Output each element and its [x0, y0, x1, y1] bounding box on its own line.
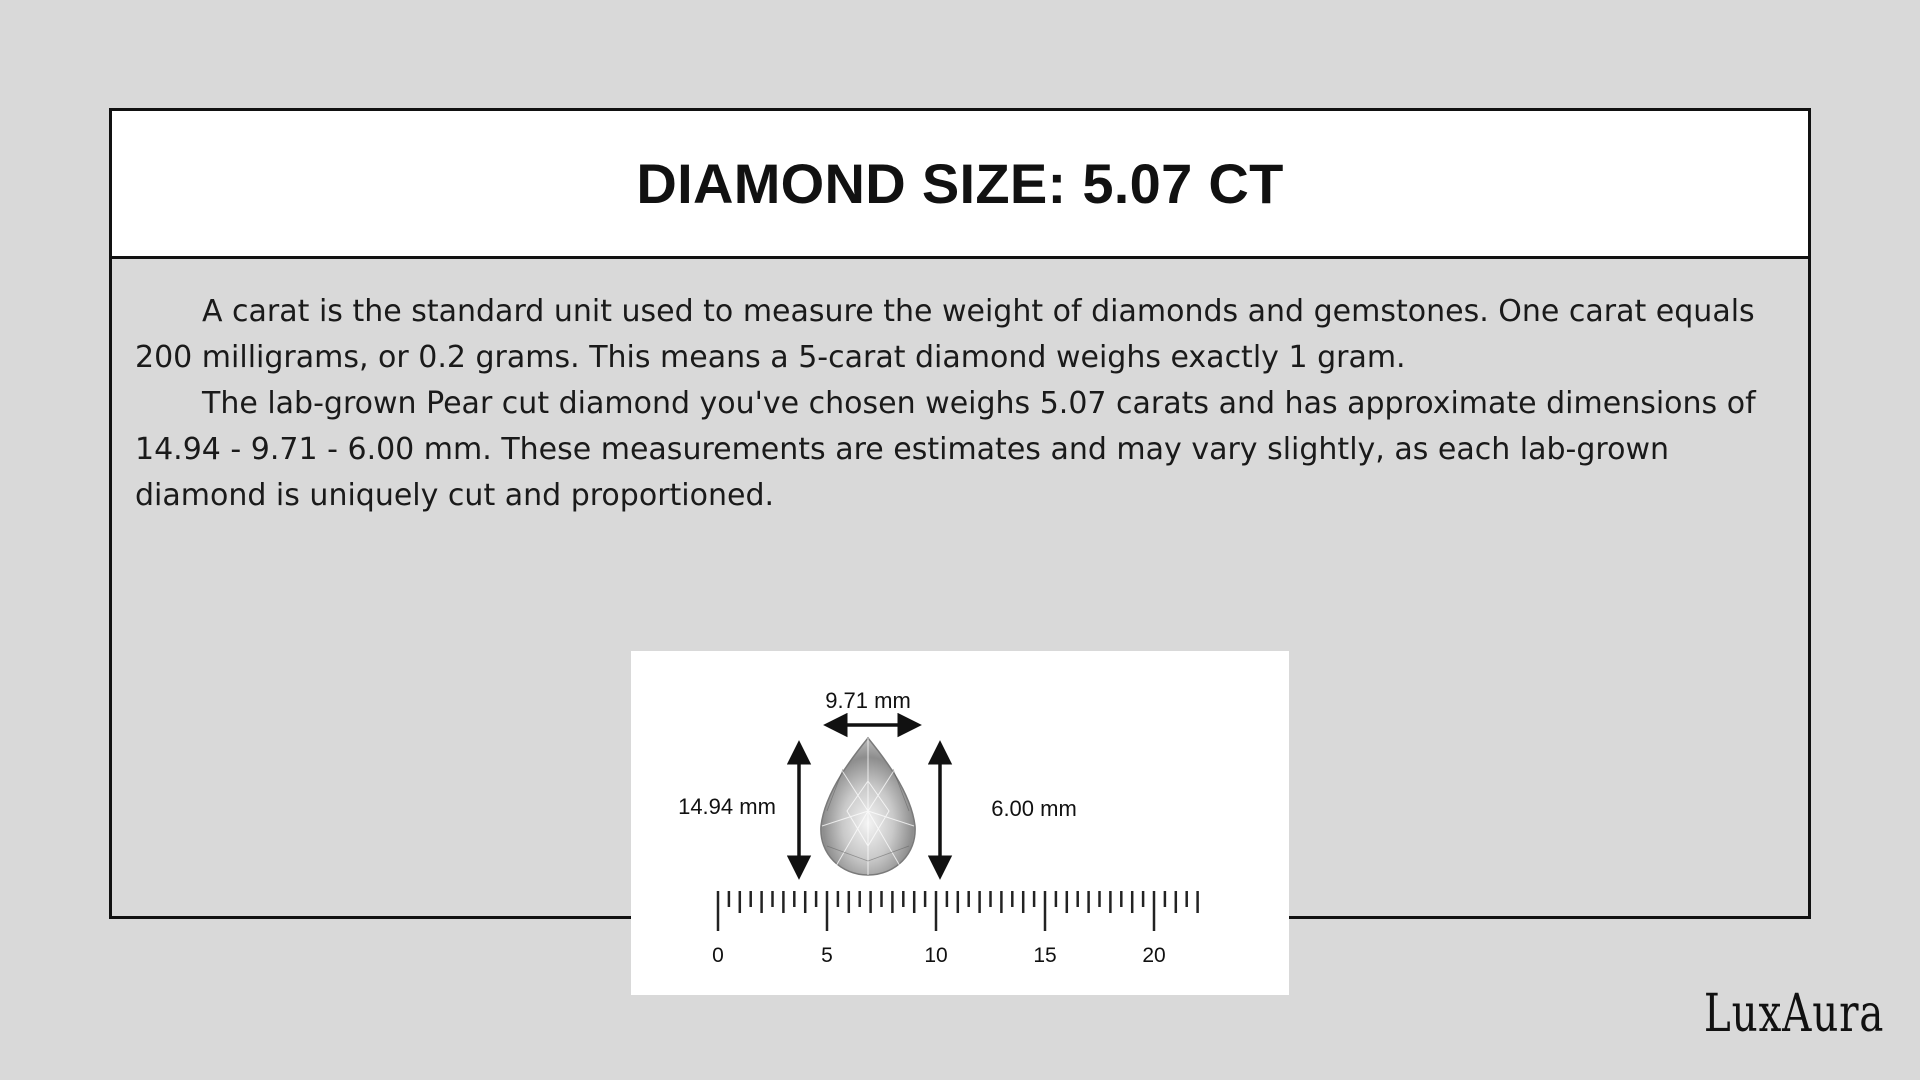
ruler-label: 15 [1033, 944, 1057, 967]
card-header [112, 111, 1808, 259]
diamond-dimension-figure [631, 651, 1289, 995]
card-body [112, 259, 1808, 967]
description [135, 289, 1778, 519]
description-paragraph-1: A carat is the standard unit used to measure the weight of diamonds and gemstones. One carat equals 200 milligrams, or 0.2 grams. This means a 5-carat diamond weighs exactly 1 gram. [135, 294, 1755, 375]
pear-diamond-icon [821, 738, 915, 875]
ruler-label: 20 [1142, 944, 1166, 967]
ruler [712, 891, 1197, 967]
ruler-label: 10 [924, 944, 948, 967]
luxaura-logo [1653, 984, 1884, 1044]
logo-text: LuxAura [1703, 984, 1884, 1044]
description-paragraph-2: The lab-grown Pear cut diamond you've chosen weighs 5.07 carats and has approximate dimensions of 14.94 - 9.71 - 6.00 mm. These measurements are estimates and may vary slightly, as each lab-grown diamond is uniquely cut and proportioned. [135, 386, 1756, 513]
page-title: DIAMOND SIZE: 5.07 CT [636, 152, 1284, 215]
ruler-label: 0 [712, 944, 724, 967]
length-label: 14.94 mm [678, 794, 776, 819]
width-label: 9.71 mm [825, 688, 911, 713]
ruler-label: 5 [821, 944, 833, 967]
diamond-dimension-diagram [631, 651, 1289, 995]
depth-label: 6.00 mm [991, 796, 1077, 821]
diamond-size-card [109, 108, 1811, 967]
